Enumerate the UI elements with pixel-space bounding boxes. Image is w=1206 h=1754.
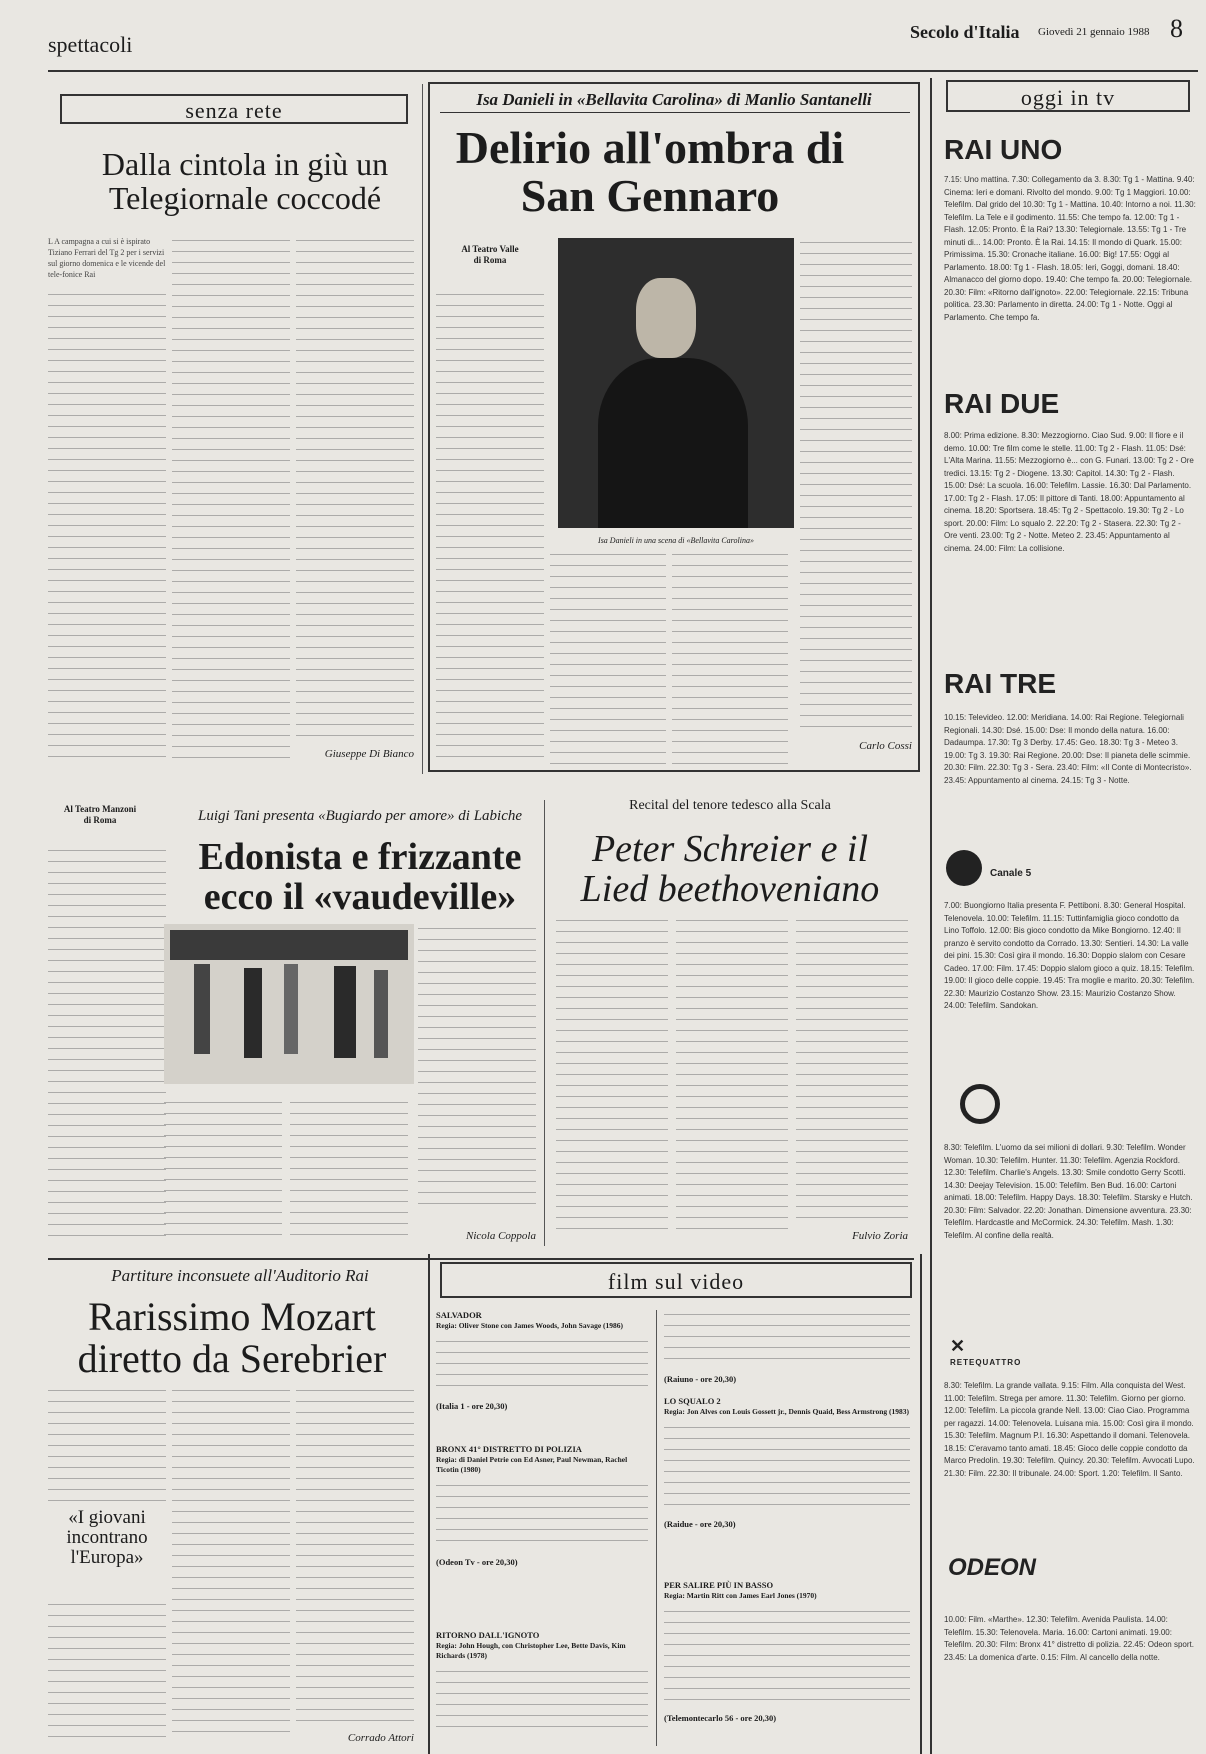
actor-4 (334, 966, 356, 1058)
film-item-6 (664, 1580, 910, 1723)
film-box-title: film sul video (607, 1269, 745, 1294)
header-rule (48, 70, 1198, 72)
tv-box (946, 80, 1190, 112)
odeon-schedule: 10.00: Film. «Marthe». 12.30: Telefilm. Avenida Paulista. 14.00: Telefilm. 15.30: Telenovela. Maria. 16.00: Cartoni animati. 19.00: Telefilm. 20.30: Film: Bronx 41° distretto di polizia. 22.45: Odeon sport. 23.45: La domenica d'arte. 0.15: Film. Al cancello della notte. (944, 1615, 1194, 1662)
canale5-logo: Canale 5 (990, 868, 1032, 879)
page-number: 8 (1170, 14, 1183, 43)
danieli-photo (558, 238, 794, 528)
tani-kicker: Luigi Tani presenta «Bugiardo per amore» di Labiche (197, 808, 523, 824)
film-title: SALVADOR (436, 1310, 482, 1320)
danieli-col-3 (672, 550, 788, 764)
senza-rete-signature: Giuseppe Di Bianco (324, 748, 414, 760)
mozart-col-1b (48, 1600, 166, 1740)
italia1-schedule: 8.30: Telefilm. L'uomo da sei milioni di dollari. 9.30: Telefilm. Wonder Woman. 10.30: Telefilm. Hunter. 11.30: Telefilm. Agenzia Rockford. 12.30: Telefilm. Charlie's Angels. 13.30: Smile condotto Gerry Scotti. 14.30: Deejay Television. 15.00: Telefilm. Ben Bud. 16.00: Cartoni animati. 18.00: Telefilm. Happy Days. 18.30: Telefilm. Starsky e Hutch. 20.30: Film: Salvador. 22.20: Jonathan. Dimensione avventura. 23.30: Telefilm. Hardcastle and McCormick. 24.30: Telefilm. Mash. 1.30: Telefilm. Al confine della realtà. (944, 1143, 1193, 1240)
film-text (436, 1481, 648, 1551)
actor-2 (244, 968, 262, 1058)
tani-headline: Edonista e frizzante ecco il «vaudeville» (198, 836, 522, 918)
danieli-headline: Delirio all'ombra di San Gennaro (455, 122, 845, 222)
film-box (440, 1262, 912, 1298)
actor-1 (194, 964, 210, 1054)
danieli-kicker: Isa Danieli in «Bellavita Carolina» di Manlio Santanelli (476, 90, 872, 109)
italia1-logo-icon (960, 1084, 1000, 1124)
canale5-biscione-icon (946, 850, 982, 886)
column-rule (656, 1310, 657, 1746)
film-channel: (Telemontecarlo 56 - ore 20,30) (664, 1713, 777, 1723)
film-channel: (Raidue - ore 20,30) (664, 1519, 736, 1529)
mozart-col-1 (48, 1386, 166, 1502)
film-title: BRONX 41° DISTRETTO DI POLIZIA (436, 1444, 582, 1454)
film-item-1 (436, 1310, 648, 1411)
senza-rete-lead: L A campagna a cui si è ispirato Tiziano Ferrari del Tg 2 per i servizi sul giorno domenica e le vicende del tele-fonice Rai (48, 237, 166, 279)
mozart-kicker: Partiture inconsuete all'Auditorio Rai (111, 1266, 369, 1285)
film-meta: Regia: Oliver Stone con James Woods, John Savage (1986) (436, 1321, 624, 1330)
senza-rete-col-1 (48, 290, 166, 764)
actress-face (636, 278, 696, 358)
tani-signature: Nicola Coppola (466, 1230, 536, 1242)
mozart-headline: Rarissimo Mozart diretto da Serebrier (77, 1294, 387, 1381)
senza-rete-title: senza rete (185, 98, 283, 123)
film-channel: (Raiuno - ore 20,30) (664, 1374, 737, 1384)
senza-rete-col-2 (172, 236, 290, 764)
senza-rete-box (60, 94, 408, 124)
mozart-signature: Corrado Attori (347, 1732, 414, 1744)
odeon-logo: ODEON (948, 1554, 1037, 1581)
raiuno-logo: RAI UNO (944, 134, 1063, 165)
film-text (664, 1310, 910, 1368)
column-rule (422, 84, 423, 774)
column-rule (544, 800, 545, 1246)
tv-box-title: oggi in tv (1020, 85, 1116, 110)
schreier-kicker: Recital del tenore tedesco alla Scala (629, 798, 831, 813)
danieli-col-4 (800, 238, 912, 730)
film-frame-left (428, 1254, 430, 1754)
film-text (436, 1667, 648, 1727)
senza-rete-col-3 (296, 236, 414, 736)
tani-col-3 (164, 1098, 282, 1238)
retequattro-schedule: 8.30: Telefilm. La grande vallata. 9.15: Film. Alla conquista del West. 11.00: Telefilm. Strega per amore. 11.30: Telefilm. Giorno per giorno. 12.00: Telefilm. La piccola grande Nell. 13.00: Ciao Ciao. Programma per ragazzi. 14.00: Telenovela. Luisana mia. 15.00: Così gira il mondo. 15.30: Telefilm. Magnum P.I. 16.30: Aspettando il domani. Telenovela. 18.15: C'eravamo tanto amati. 18.45: Gioco delle coppie condotto da Marco Predolin. 19.30: Telefilm. Quincy. 20.30: Telefilm. Avvocati Lupo. 21.30: Film. 22.30: Il tribunale. 24.00: Sport. 1.20: Telefilm. Il Santo. (944, 1381, 1195, 1478)
film-title: PER SALIRE PIÙ IN BASSO (664, 1580, 774, 1590)
film-item-4 (664, 1310, 910, 1384)
film-item-5 (664, 1396, 910, 1529)
danieli-venue: Al Teatro Valle di Roma (461, 244, 519, 265)
tani-col-4 (290, 1098, 408, 1238)
film-meta: Regia: Jon Alves con Louis Gossett jr., Dennis Quaid, Bess Armstrong (1983) (664, 1407, 910, 1416)
film-channel: (Italia 1 - ore 20,30) (436, 1401, 508, 1411)
actor-5 (374, 970, 388, 1058)
mozart-side-headline: «I giovani incontrano l'Europa» (66, 1507, 148, 1568)
danieli-col-2 (550, 550, 666, 764)
raidue-logo: RAI DUE (944, 388, 1060, 419)
film-title: RITORNO DALL'IGNOTO (436, 1630, 540, 1640)
raiuno-schedule: 7.15: Uno mattina. 7.30: Collegamento da 3. 8.30: Tg 1 - Mattina. 9.40: Cinema: Ieri e domani. Rivolto del mondo. 9.00: Tg 1 Maggiori. 10.00: Telefilm. Dal grido del 10.30: Tg 1 - Mattina. 10.40: Intorno a noi. 11.30: Telefilm. La Tele e il godimento. 11.55: Che tempo fa. 12.00: Tg 1 - Flash. 12.05: Pronto. È la Rai? 13.30: Telegiornale. 13.55: Tg 1 - Tre minuti di... 14.00: Pronto. È la Rai. 14.15: Il mondo di Quark. 15.00: Primissima. 15.30: Cronache italiane. 16.00: Big! 17.55: Oggi al Parlamento. 18.00: Tg 1 - Flash. 18.05: Ieri, Goggi, domani. 18.40: Almanacco del giorno dopo. 19.40: Che tempo fa. 20.00: Telegiornale. 20.30: Film: «Ritorno dall'ignoto». 22.00: Telegiornale. 22.15: Tribuna politica. 23.30: Parlamento in diretta. 24.00: Tg 1 - Notte. Oggi al Parlamento. Che tempo fa. (944, 175, 1196, 322)
tani-photo (164, 924, 414, 1084)
danieli-kicker-rule (440, 112, 910, 113)
raidue-schedule: 8.00: Prima edizione. 8.30: Mezzogiorno. Ciao Sud. 9.00: Il fiore e il demo. 10.00: Tre film come le stelle. 11.00: Tg 2 - Flash. 11.05: Dsé: L'Alta Marina. 11.55: Mezzogiorno è... con G. Funari. 13.00: Tg 2 - Ore tredici. 13.15: Tg 2 - Diogene. 13.30: Capitol. 14.30: Tg 2 - Flash. 15.00: Dsé: La scuola. 16.00: Telefilm. Lassie. 16.30: Dal Parlamento. 17.00: Tg 2 - Flash. 17.05: Il pittore di Tanti. 18.00: Appuntamento al cinema. 18.20: Sportsera. 18.45: Tg 2 - Spettacolo. 19.30: Tg 2 - Lo sport. 20.00: Film: Lo squalo 2. 22.20: Tg 2 - Stasera. 22.30: Tg 2 - Ore venti. 23.00: Tg 2 - Notte. Meteo 2. 23.45: Appuntamento al cinema. 24.00: Film: La collisione. (944, 431, 1194, 553)
retequattro-symbol-icon: ✕ (950, 1336, 966, 1356)
film-text (436, 1337, 648, 1395)
schreier-col-3 (796, 916, 908, 1226)
film-channel: (Odeon Tv - ore 20,30) (436, 1557, 518, 1567)
schreier-col-1 (556, 916, 668, 1236)
film-meta: Regia: John Hough, con Christopher Lee, Bette Davis, Kim Richards (1978) (436, 1641, 626, 1660)
film-item-2 (436, 1444, 648, 1567)
newspaper-name: Secolo d'Italia (910, 22, 1020, 42)
schreier-headline: Peter Schreier e il Lied beethoveniano (580, 828, 880, 910)
film-meta: Regia: Martin Ritt con James Earl Jones (1970) (664, 1591, 817, 1600)
stage-backdrop (170, 930, 408, 960)
danieli-signature: Carlo Cossi (859, 740, 912, 752)
issue-date: Giovedì 21 gennaio 1988 (1038, 26, 1150, 38)
mozart-rule (48, 1258, 914, 1260)
tani-venue: Al Teatro Manzoni di Roma (63, 804, 137, 825)
film-frame-right (920, 1254, 922, 1754)
danieli-caption: Isa Danieli in una scena di «Bellavita Carolina» (598, 536, 754, 545)
tani-col-1 (48, 846, 166, 1246)
canale5-schedule: 7.00: Buongiorno Italia presenta F. Pettiboni. 8.30: General Hospital. Telenovela. 10.00: Telefilm. 11.15: Tuttinfamiglia gioco condotto da Lino Toffolo. 12.00: Bis gioco condotto da Mike Bongiorno. 12.40: Il pranzo è servito condotto da Corrado. 13.30: Sentieri. 14.30: La valle dei pini. 15.30: Così gira il mondo. 16.30: Doppio slalom con Cesare Cadeo. 17.00: Film. 17.45: Doppio slalom gioco a quiz. 18.15: Telefilm. 19.00: Il gioco delle coppie. 19.45: Tra moglie e marito. 20.30: Telefilm. 22.30: Maurizio Costanzo Show. 23.15: Maurizio Costanzo Show. 24.00: Telefilm. Sandokan. (944, 901, 1195, 1010)
section-title: spettacoli (48, 32, 133, 57)
raitre-schedule: 10.15: Televideo. 12.00: Meridiana. 14.00: Rai Regione. Telegiornali Regionali. 14.30: Dsé. 15.00: Dse: Il mondo della natura. 16.00: Dadaumpa. 17.30: Tg 3 Derby. 17.45: Geo. 18.30: Tg 3 - Meteo 3. 19.00: Tg 3. 19.30: Rai Regione. 20.00: Dse: Il pianeta delle scimmie. 20.30: Film. 22.30: Tg 3 - Sera. 23.40: Film: «Il Conte di Montecristo». 23.45: Appuntamento al cinema. 24.15: Tg 3 - Notte. (944, 713, 1192, 785)
senza-rete-headline: Dalla cintola in giù un Telegiornale coccodé (101, 146, 389, 216)
film-meta: Regia: di Daniel Petrie con Ed Asner, Paul Newman, Rachel Ticotin (1980) (436, 1455, 628, 1474)
mozart-col-2 (172, 1386, 290, 1742)
danieli-col-1 (436, 290, 544, 764)
film-text (664, 1607, 910, 1707)
film-item-3 (436, 1630, 648, 1733)
tani-col-2 (418, 924, 536, 1214)
schreier-col-2 (676, 916, 788, 1236)
tv-column-rule (930, 78, 932, 1754)
actor-3 (284, 964, 298, 1054)
film-text (664, 1423, 910, 1513)
raitre-logo: RAI TRE (944, 668, 1056, 699)
film-title: LO SQUALO 2 (664, 1396, 721, 1406)
actress-dress (598, 358, 748, 528)
retequattro-logo: RETEQUATTRO (950, 1358, 1022, 1367)
mozart-col-3 (296, 1386, 414, 1726)
schreier-signature: Fulvio Zoria (852, 1230, 908, 1242)
